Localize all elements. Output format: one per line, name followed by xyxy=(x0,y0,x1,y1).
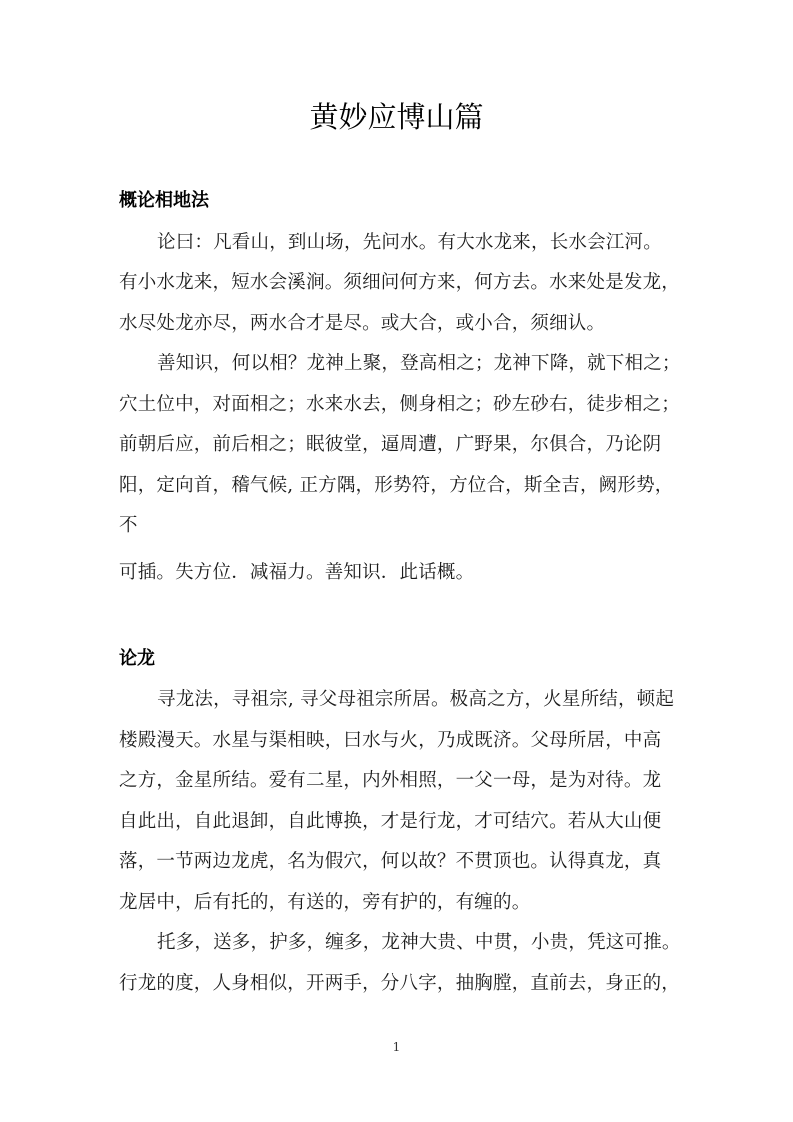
paragraph-line: 不 xyxy=(119,515,138,536)
paragraph-line: 龙居中，后有托的，有送的，旁有护的，有缠的。 xyxy=(119,892,531,913)
section-heading-overview: 概论相地法 xyxy=(119,190,209,211)
paragraph-line: 落，一节两边龙虎，名为假穴，何以故？不贯顶也。认得真龙，真 xyxy=(119,851,662,872)
paragraph-line: 托多，送多，护多，缠多，龙神大贵、中贯，小贵，凭这可推。 xyxy=(157,932,681,953)
paragraph-line: 行龙的度，人身相似，开两手，分八字，抽胸膛，直前去，身正的， xyxy=(119,973,681,994)
paragraph-line: 楼殿漫天。水星与渠相映，曰水与火，乃成既济。父母所居，中高 xyxy=(119,730,662,751)
paragraph-line: 自此出，自此退卸，自此博换，才是行龙，才可结穴。若从大山便 xyxy=(119,811,662,832)
paragraph-line: 善知识，何以相？龙神上聚，登高相之；龙神下降，就下相之； xyxy=(157,353,681,374)
paragraph-line: 寻龙法，寻祖宗, 寻父母祖宗所居。极高之方，火星所结，顿起 xyxy=(157,689,675,710)
page-title: 黄妙应博山篇 xyxy=(309,100,484,134)
paragraph-line: 穴土位中，对面相之；水来水去，侧身相之；砂左砂右，徒步相之； xyxy=(119,394,681,415)
paragraph-line: 有小水龙来，短水会溪涧。须细问何方来，何方去。水来处是发龙， xyxy=(119,272,681,293)
paragraph-line: 前朝后应，前后相之；眠彼堂，逼周遭，广野果，尔俱合，乃论阴 xyxy=(119,434,662,455)
paragraph-line: 可插。失方位．减福力。善知识．此话概。 xyxy=(119,562,475,583)
section-heading-dragon: 论龙 xyxy=(119,648,155,669)
paragraph-line: 之方，金星所结。爱有二星，内外相照，一父一母，是为对待。龙 xyxy=(119,770,662,791)
paragraph-line: 论曰：凡看山，到山场，先问水。有大水龙来，长水会江河。 xyxy=(157,232,662,253)
paragraph-line: 水尽处龙亦尽，两水合才是尽。或大合，或小合，须细认。 xyxy=(119,313,606,334)
paragraph-line: 阳，定向首，稽气候, 正方隅，形势符，方位合，斯全吉，阙形势， xyxy=(119,475,674,496)
page-number: 1 xyxy=(392,1040,401,1054)
